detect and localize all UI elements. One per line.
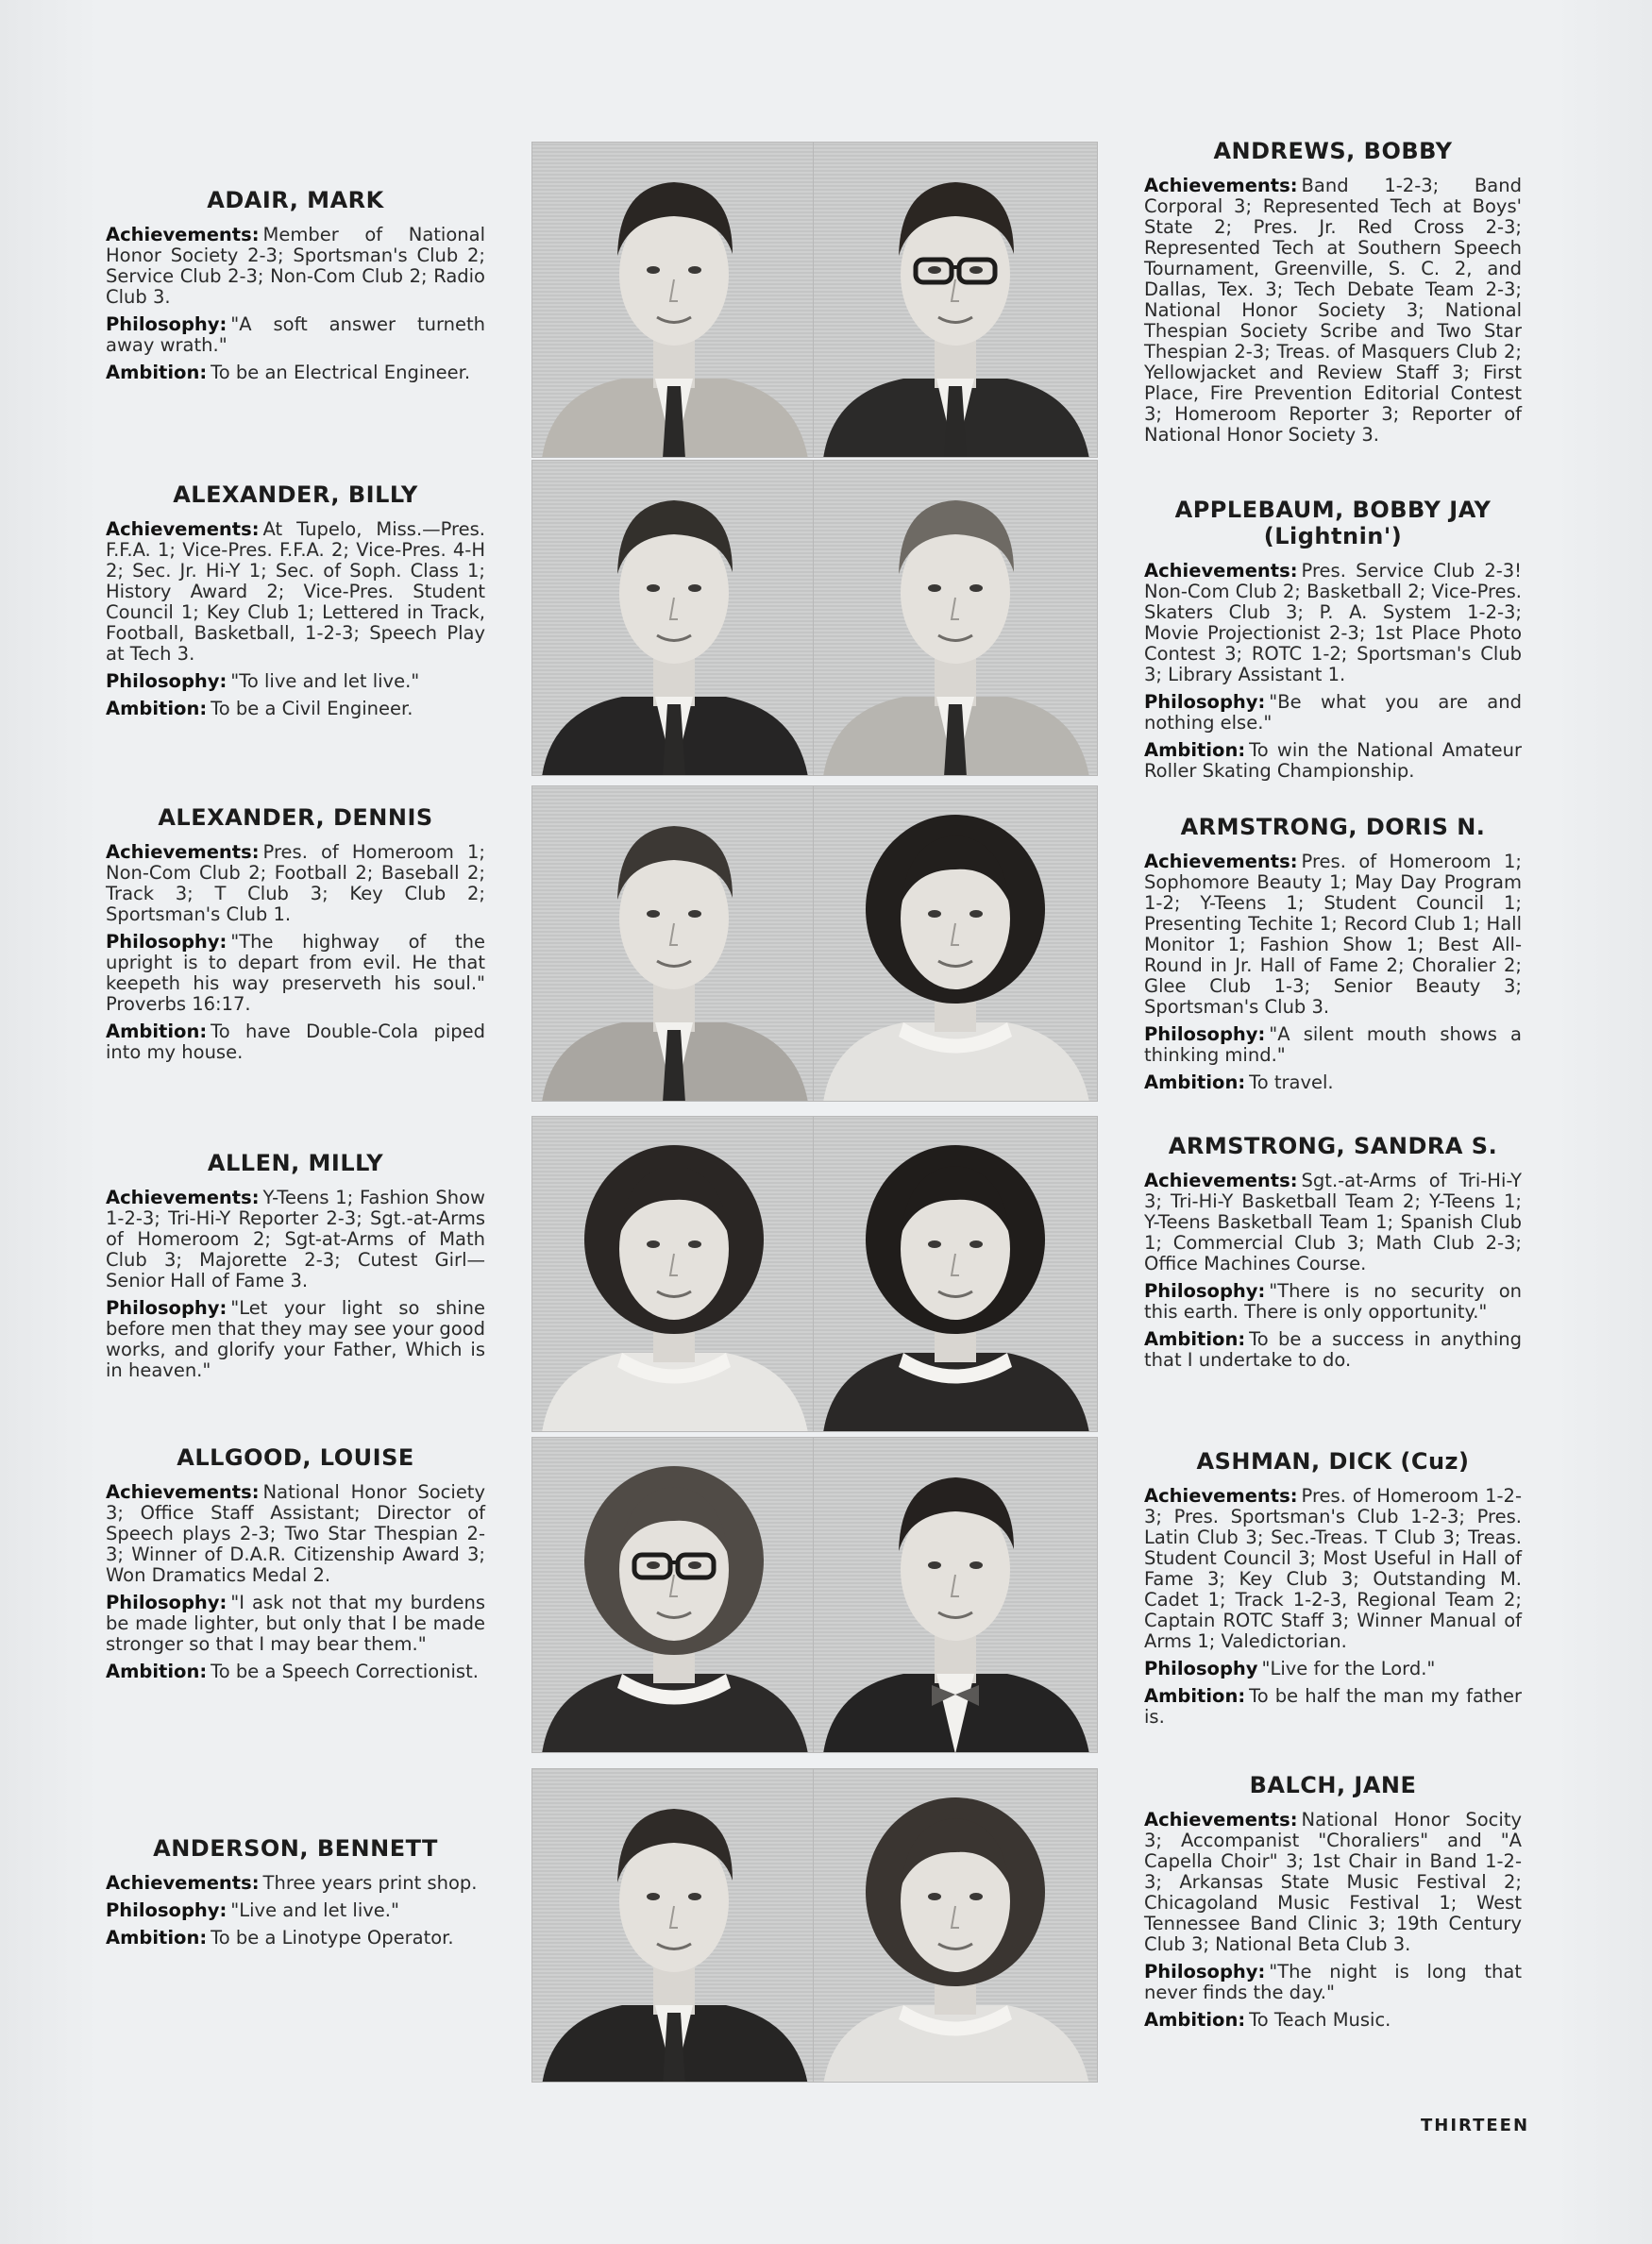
philosophy: Philosophy "Live for the Lord." [1144, 1658, 1436, 1679]
portrait-photo [813, 785, 1098, 1102]
student-entry [1144, 138, 1522, 452]
portrait-photo [813, 1116, 1098, 1432]
student-entry [1144, 1133, 1522, 1377]
student-name: ARMSTRONG, SANDRA S. [1168, 1133, 1498, 1159]
student-entry [1144, 497, 1522, 788]
ambition: Ambition: To be a Linotype Operator. [106, 1927, 454, 1949]
ambition: Ambition: To be half the man my father is. [1144, 1685, 1522, 1728]
portrait-silhouette [814, 1438, 1097, 1753]
philosophy: Philosophy: "A soft answer turneth away wrath." [106, 313, 485, 356]
student-entry [1144, 1448, 1522, 1734]
ambition: Ambition: To have Double-Cola piped into my house. [106, 1021, 485, 1063]
portrait-silhouette [532, 1438, 816, 1753]
portrait-photo [531, 1437, 817, 1753]
portrait-photo [813, 142, 1098, 458]
portrait-silhouette [814, 1769, 1097, 2083]
portrait-photo [531, 785, 817, 1102]
student-name: ALEXANDER, DENNIS [158, 804, 433, 831]
portrait-silhouette [532, 461, 816, 776]
ambition: Ambition: To be a success in anything that I undertake to do. [1144, 1328, 1522, 1371]
portrait-silhouette [814, 143, 1097, 458]
portrait-photo [813, 1768, 1098, 2083]
student-entry [1144, 1772, 1522, 2037]
ambition: Ambition: To travel. [1144, 1071, 1334, 1093]
student-entry [106, 481, 485, 726]
ambition: Ambition: To be a Speech Correctionist. [106, 1661, 479, 1682]
achievements: Achievements: Three years print shop. [106, 1872, 478, 1894]
student-name: APPLEBAUM, BOBBY JAY (Lightnin') [1144, 497, 1522, 549]
student-name: ALEXANDER, BILLY [173, 481, 418, 508]
achievements: Achievements: Pres. of Homeroom 1; Sophomore Beauty 1; May Day Program 1-2; Y-Teens 1; Student Council 1; Presenting Techite 1; Record Club 1; Hall Monitor 1; Fashion Show 1; Best All-Round in Jr. Hall of Fame 2; Choralier 2; Glee Club 1-3; Senior Beauty 3; Sportsman's Club 3. [1144, 851, 1522, 1018]
student-entry [106, 1835, 485, 1955]
student-entry [106, 1444, 485, 1689]
nickname: (Cuz) [1400, 1448, 1470, 1475]
philosophy: Philosophy: "A silent mouth shows a thinking mind." [1144, 1023, 1522, 1066]
portrait-photo [531, 142, 817, 458]
student-entry [1144, 814, 1522, 1100]
student-entry [106, 1150, 485, 1388]
philosophy: Philosophy: "Let your light so shine before men that they may see your good works, and glorify your Father, Which is in heaven." [106, 1297, 485, 1381]
student-name: ASHMAN, DICK (Cuz) [1196, 1448, 1470, 1475]
student-name: ADAIR, MARK [207, 187, 384, 213]
student-name: ALLGOOD, LOUISE [177, 1444, 414, 1471]
portrait-silhouette [814, 1117, 1097, 1432]
achievements: Achievements: National Honor Society 3; Office Staff Assistant; Director of Speech plays 2-3; Two Star Thespian 2-3; Winner of D.A.R. Citizenship Award 3; Won Dramatics Medal 2. [106, 1481, 485, 1586]
portrait-photo [531, 460, 817, 776]
portrait-silhouette [814, 461, 1097, 776]
student-name: ANDREWS, BOBBY [1213, 138, 1453, 164]
portrait-silhouette [532, 1769, 816, 2083]
philosophy: Philosophy: "Be what you are and nothing else." [1144, 691, 1522, 734]
portrait-silhouette [532, 786, 816, 1102]
achievements: Achievements: Pres. of Homeroom 1-2-3; Pres. Sportsman's Club 1-2-3; Pres. Latin Club 3; Sec.-Treas. T Club 3; Treas. Student Council 3; Most Useful in Hall of Fame 3; Key Club 3; Outstanding M. Cadet 1; Track 1-2-3, Regional Team 2; Captain ROTC Staff 3; Winner Manual of Arms 1; Valedictorian. [1144, 1485, 1522, 1652]
ambition: Ambition: To be an Electrical Engineer. [106, 362, 471, 383]
achievements: Achievements: Pres. of Homeroom 1; Non-Com Club 2; Football 2; Baseball 2; Track 3; T Club 3; Key Club 2; Sportsman's Club 1. [106, 841, 485, 925]
philosophy: Philosophy: "Live and let live." [106, 1899, 399, 1921]
philosophy: Philosophy: "The highway of the upright is to depart from evil. He that keepeth his way preserveth his soul." Proverbs 16:17. [106, 931, 485, 1015]
portrait-photo [813, 1437, 1098, 1753]
philosophy: Philosophy: "The night is long that never finds the day." [1144, 1961, 1522, 2003]
ambition: Ambition: To Teach Music. [1144, 2009, 1391, 2031]
philosophy: Philosophy: "There is no security on this earth. There is only opportunity." [1144, 1280, 1522, 1323]
student-name: BALCH, JANE [1249, 1772, 1417, 1798]
nickname: (Lightnin') [1263, 523, 1403, 549]
achievements: Achievements: Pres. Service Club 2-3! Non-Com Club 2; Basketball 2; Vice-Pres. Skaters Club 3; P. A. System 1-2-3; Movie Projectionist 2-3; 1st Place Photo Contest 3; ROTC 1-2; Sportsman's Club 3; Library Assistant 1. [1144, 560, 1522, 685]
portrait-silhouette [814, 786, 1097, 1102]
portrait-silhouette [532, 1117, 816, 1432]
student-name: ALLEN, MILLY [207, 1150, 384, 1176]
achievements: Achievements: At Tupelo, Miss.—Pres. F.F.A. 1; Vice-Pres. F.F.A. 2; Vice-Pres. 4-H 2; Sec. Jr. Hi-Y 1; Sec. of Soph. Class 1; History Award 2; Vice-Pres. Student Council 1; Key Club 1; Lettered in Track, Football, Basketball, 1-2-3; Speech Play at Tech 3. [106, 518, 485, 665]
achievements: Achievements: Sgt.-at-Arms of Tri-Hi-Y 3; Tri-Hi-Y Basketball Team 2; Y-Teens 1; Y-Teens Basketball Team 1; Spanish Club 1; Commercial Club 3; Math Club 2-3; Office Machines Course. [1144, 1170, 1522, 1274]
student-entry [106, 187, 485, 390]
portrait-photo [813, 460, 1098, 776]
ambition: Ambition: To be a Civil Engineer. [106, 698, 413, 719]
achievements: Achievements: Member of National Honor Society 2-3; Sportsman's Club 2; Service Club 2-3; Non-Com Club 2; Radio Club 3. [106, 224, 485, 308]
achievements: Achievements: National Honor Socity 3; Accompanist "Choraliers" and "A Capella Choir" 3; 1st Chair in Band 1-2-3; Arkansas State Music Festival 2; Chicagoland Music Festival 1; West Tennessee Band Clinic 3; 19th Century Club 3; National Beta Club 3. [1144, 1809, 1522, 1955]
ambition: Ambition: To win the National Amateur Roller Skating Championship. [1144, 739, 1522, 782]
student-name: ANDERSON, BENNETT [153, 1835, 438, 1862]
philosophy: Philosophy: "I ask not that my burdens be made lighter, but only that I be made stronger so that I may bear them." [106, 1592, 485, 1655]
philosophy: Philosophy: "To live and let live." [106, 670, 420, 692]
student-entry [106, 804, 485, 1070]
achievements: Achievements: Y-Teens 1; Fashion Show 1-2-3; Tri-Hi-Y Reporter 2-3; Sgt.-at-Arms of Homeroom 2; Sgt-at-Arms of Math Club 3; Majorette 2-3; Cutest Girl—Senior Hall of Fame 3. [106, 1187, 485, 1291]
achievements: Achievements: Band 1-2-3; Band Corporal 3; Represented Tech at Boys' State 2; Pres. Jr. Red Cross 2-3; Represented Tech at Southern Speech Tournament, Greenville, S. C. 2, and Dallas, Tex. 3; Tech Debate Team 2-3; National Honor Society 3; National Thespian Society Scribe and Two Star Thespian 2-3; Treas. of Masquers Club 2; Yellowjacket and Review Staff 3; First Place, Fire Prevention Editorial Contest 3; Homeroom Reporter 3; Reporter of National Honor Society 3. [1144, 175, 1522, 446]
portrait-photo [531, 1768, 817, 2083]
student-name: ARMSTRONG, DORIS N. [1180, 814, 1486, 840]
portrait-photo [531, 1116, 817, 1432]
portrait-silhouette [532, 143, 816, 458]
page-number: THIRTEEN [1421, 2116, 1530, 2135]
